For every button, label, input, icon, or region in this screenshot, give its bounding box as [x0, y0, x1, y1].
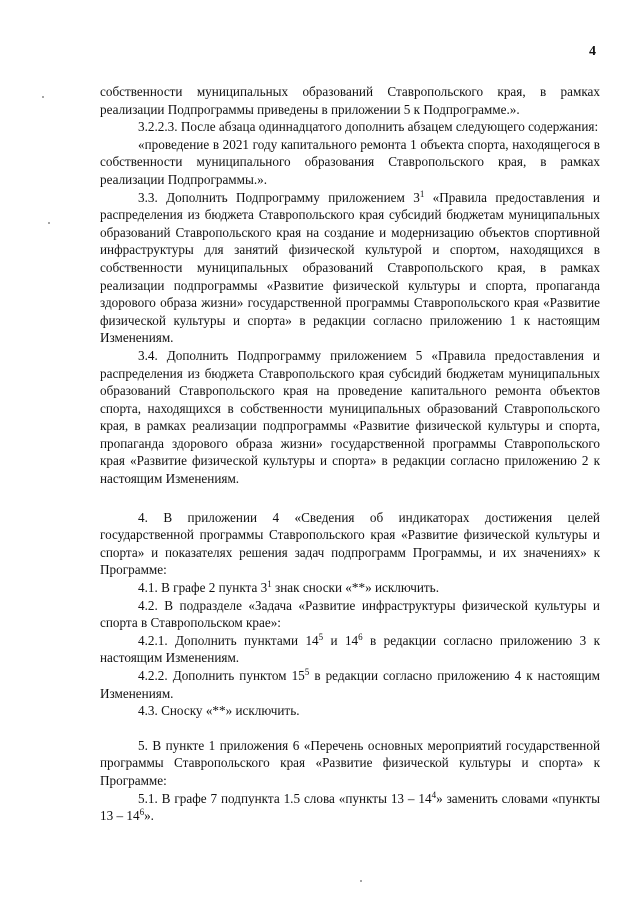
paragraph-p9 — [100, 632, 600, 667]
paragraph-p4 — [100, 189, 600, 347]
scan-speck — [42, 96, 44, 98]
paragraph-text: 5. В пункте 1 приложения 6 «Перечень основных мероприятий государственной программы Ставропольского края «Развитие физической культуры и спорта» к Программе: — [100, 737, 600, 788]
paragraph-p3 — [100, 136, 600, 189]
paragraph-text: в редакции согласно приложению 4 к настоящим Изменениям. — [100, 668, 600, 701]
paragraph-text: 4.2.2. Дополнить пунктом 15 — [138, 668, 305, 683]
paragraph-p11 — [100, 702, 600, 720]
superscript: 6 — [139, 807, 145, 818]
paragraph-text: собственности муниципальных образований Ставропольского края, в рамках реализации Подпрограммы приведены в приложении 5 к Подпрограмме.». — [100, 84, 600, 117]
paragraph-text: 3.4. Дополнить Подпрограмму приложением 5 «Правила предоставления и распределения из бюджета Ставропольского края субсидий бюджетам муниципальных образований Ставропольского края на проведение капитального ремонта объектов спорта, находящихся в собственности муниципальных образований Ставропольского края, в рамках реализации подпрограммы «Развитие физической культуры и спорта, пропаганда здорового образа жизни» государственной программы Ставропольского края «Развитие физической культуры и спорта» в редакции согласно приложению 2 к настоящим Изменениям. — [100, 347, 600, 487]
paragraph-text: «проведение в 2021 году капитального ремонта 1 объекта спорта, находящегося в собственности муниципального образования Ставропольского края, в рамках реализации Подпрограммы.». — [100, 136, 600, 187]
paragraph-text: 4.1. В графе 2 пункта 3 — [138, 580, 268, 596]
paragraph-text: 4.2. В подразделе «Задача «Развитие инфраструктуры физической культуры и спорта в Ставропольском крае»: — [100, 597, 600, 631]
superscript: 5 — [318, 631, 324, 642]
paragraph-text: ». — [144, 808, 154, 824]
paragraph-p1 — [100, 83, 600, 118]
paragraph-p10 — [100, 667, 600, 702]
paragraph-p12 — [100, 737, 600, 790]
superscript: 4 — [431, 789, 437, 800]
paragraph-text: » заменить словами «пункты 13 – 14 — [100, 790, 600, 824]
paragraph-text: 4.3. Сноску «**» исключить. — [138, 703, 300, 719]
paragraph-p7 — [100, 579, 600, 597]
paragraph-text: 3.2.2.3. После абзаца одиннадцатого дополнить абзацем следующего содержания: — [138, 119, 599, 135]
page-number: 4 — [589, 44, 596, 59]
document-body — [100, 83, 600, 825]
paragraph-text: 5.1. В графе 7 подпункта 1.5 слова «пункты 13 – 14 — [138, 790, 432, 806]
paragraph-p13 — [100, 790, 600, 825]
paragraph-text: 4. В приложении 4 «Сведения об индикаторах достижения целей государственной программы Ставропольского края «Развитие физической культуры и спорта» и показателях решения задач подпрограмм Программы, и их значениях» к Программе: — [100, 509, 600, 578]
paragraph-text: 4.2.1. Дополнить пунктами 14 — [138, 632, 319, 648]
paragraph-p5 — [100, 347, 600, 488]
scan-speck — [360, 880, 362, 882]
paragraph-p2 — [100, 118, 600, 136]
superscript: 1 — [419, 188, 425, 199]
superscript: 5 — [304, 667, 310, 677]
paragraph-text: 3.3. Дополнить Подпрограмму приложением 3 — [138, 189, 420, 205]
paragraph-text: и 14 — [323, 632, 359, 648]
paragraph-text: в редакции согласно приложению 3 к настоящим Изменениям. — [100, 632, 600, 666]
paragraph-p8 — [100, 597, 600, 632]
superscript: 6 — [358, 631, 363, 642]
superscript: 1 — [267, 579, 272, 590]
paragraph-text: знак сноски «**» исключить. — [271, 580, 439, 596]
paragraph-text: «Правила предоставления и распределения из бюджета Ставропольского края субсидий бюджетам муниципальных образований Ставропольского края на создание и модернизацию объектов спортивной инфраструктуры для занятий физической культурой и спортом, находящихся в собственности муниципальных образований Ставропольского края, в рамках реализации подпрограммы «Развитие физической культуры и спорта, пропаганда здорового образа жизни» государственной программы Ставропольского края «Развитие физической культуры и спорта» в редакции согласно приложению 1 к настоящим Изменениям. — [100, 189, 600, 346]
scan-speck — [48, 222, 50, 224]
paragraph-p6 — [100, 509, 600, 579]
